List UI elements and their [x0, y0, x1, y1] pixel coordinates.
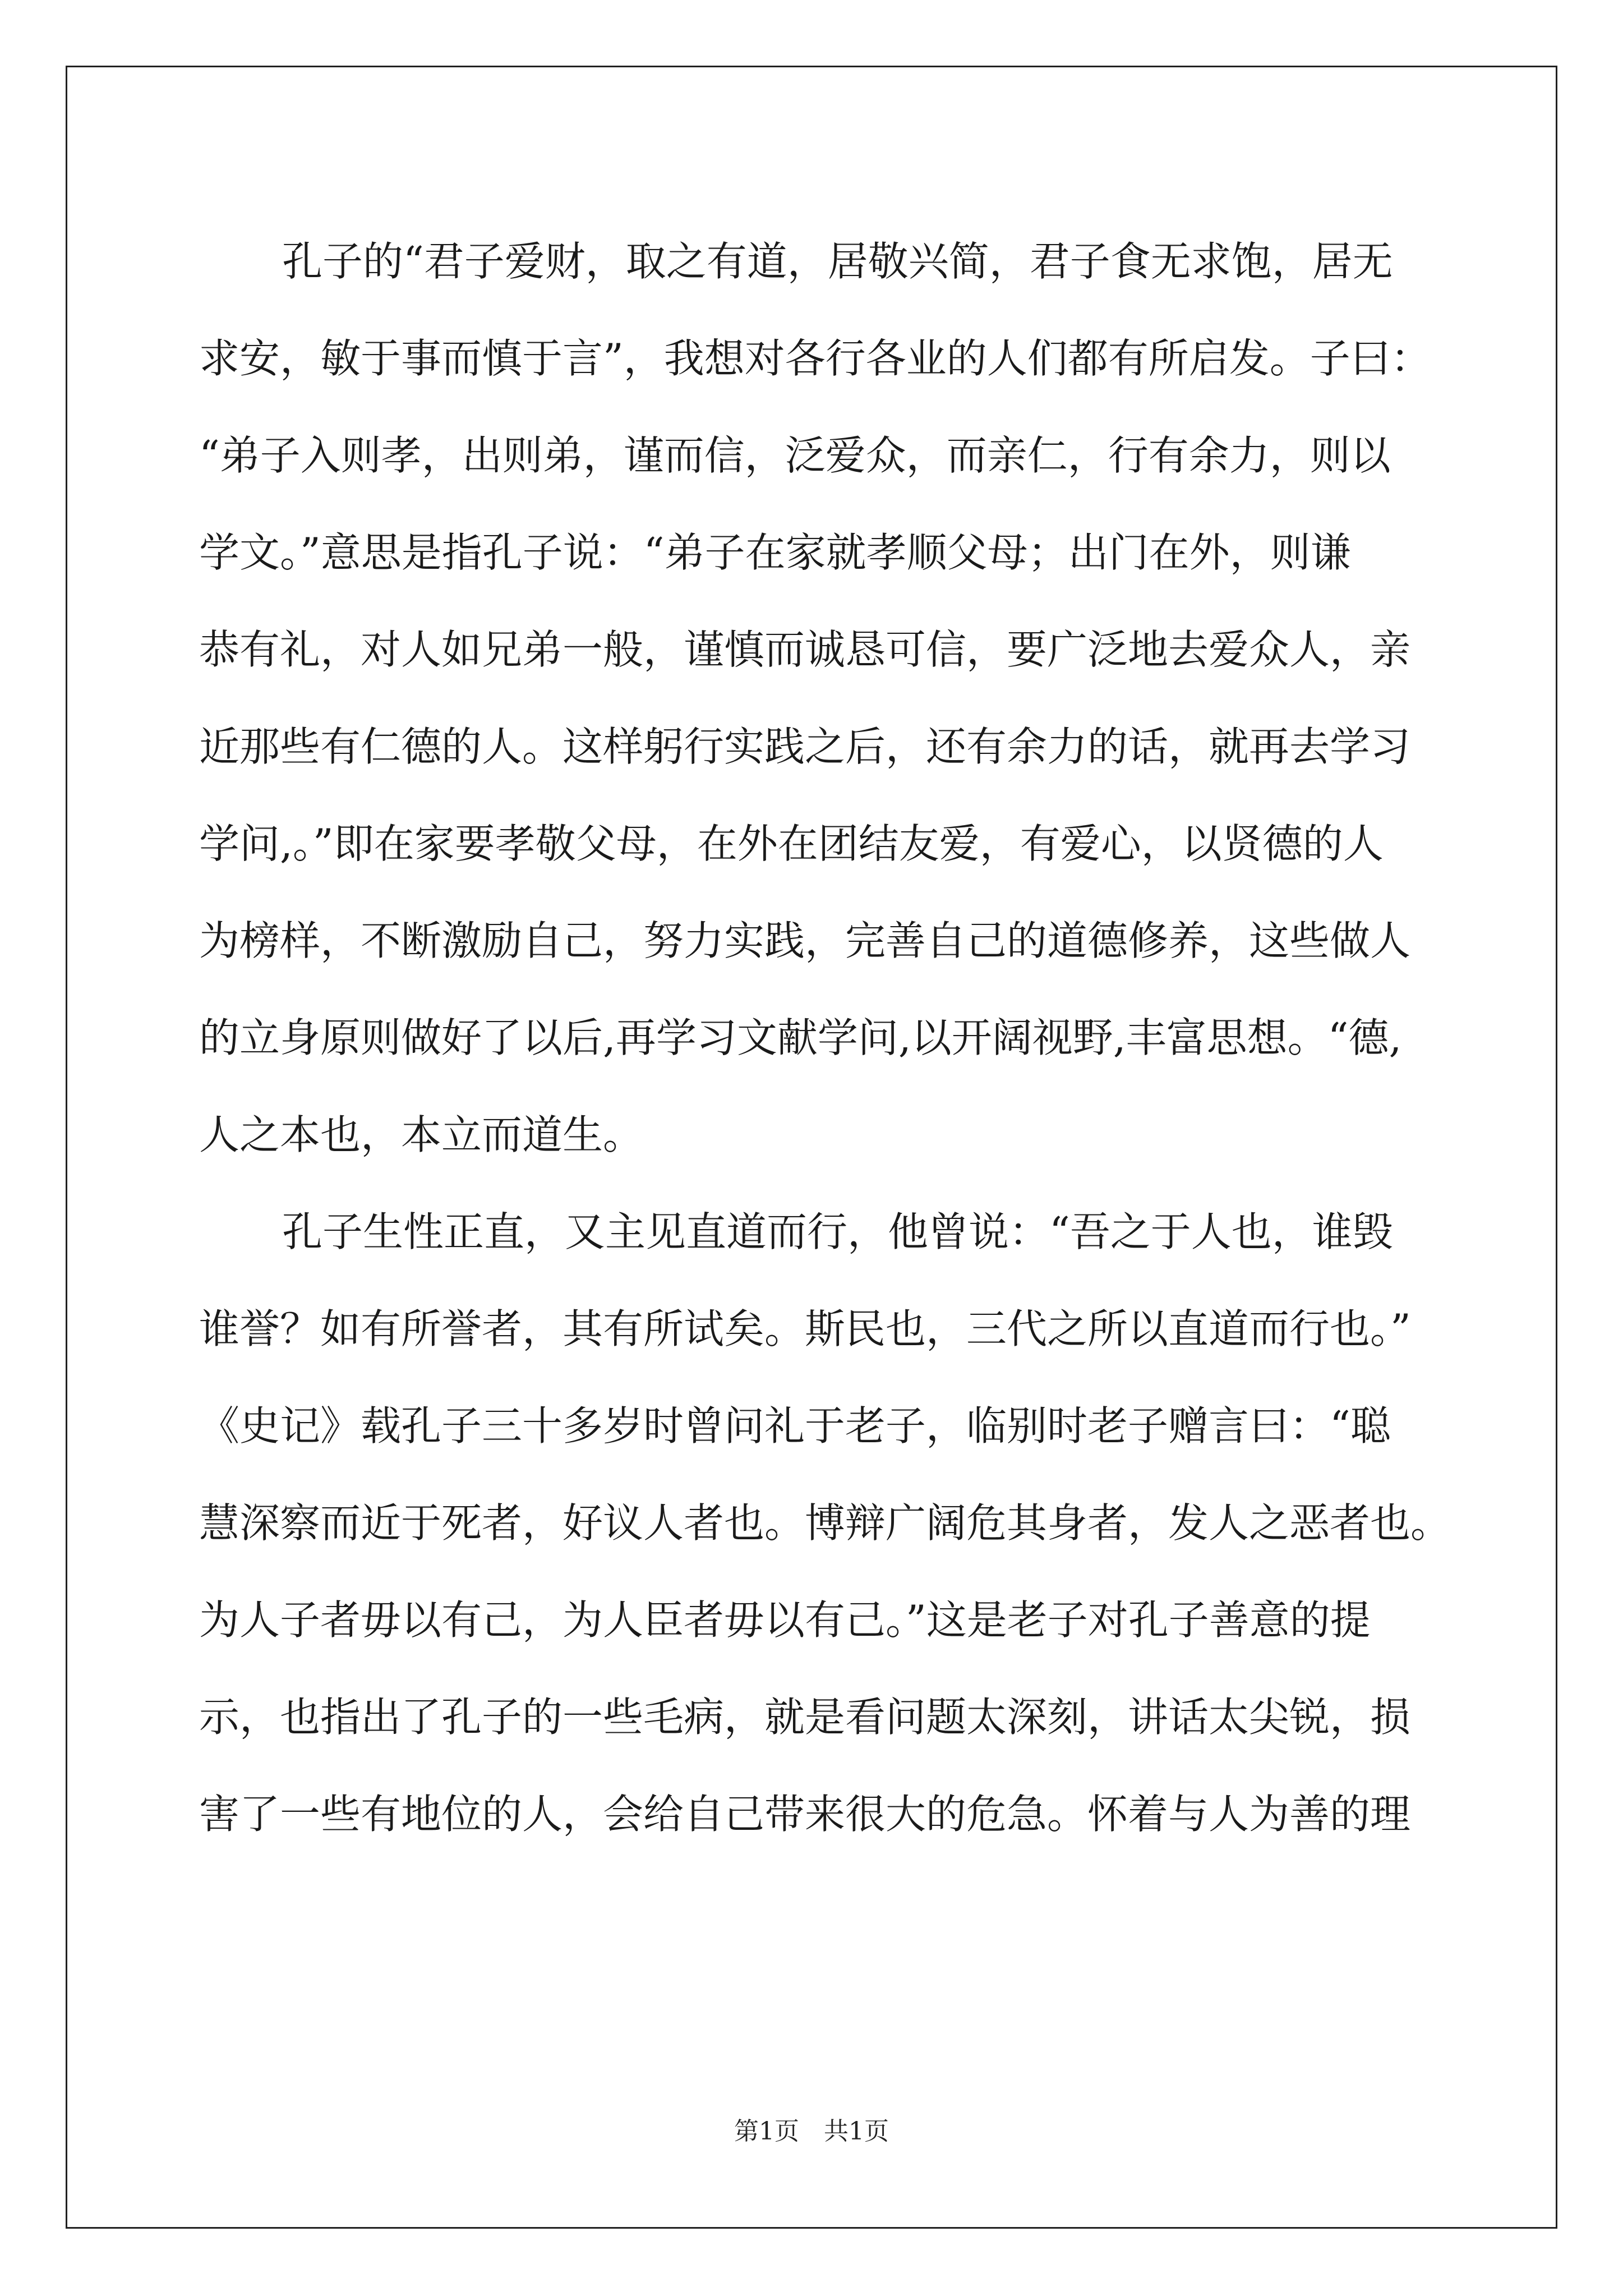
text-line: 慧深察而近于死者，好议人者也。博辩广阔危其身者，发人之恶者也。	[199, 1499, 1451, 1547]
text-line: 《史记》载孔子三十多岁时曾问礼于老子，临别时老子赠言曰：“聪	[199, 1402, 1391, 1450]
text-line: 为榜样，不断激励自己，努力实践，完善自己的道德修养，这些做人	[199, 917, 1411, 964]
text-line: 求安，敏于事而慎于言”，我想对各行各业的人们都有所启发。子曰：	[199, 335, 1431, 382]
text-line: 学文。”意思是指孔子说：“弟子在家就孝顺父母；出门在外，则谦	[199, 529, 1351, 576]
text-line: 孔子的“君子爱财，取之有道，居敬兴简，君子食无求饱，居无	[282, 238, 1393, 285]
document-body	[199, 213, 1451, 1863]
text-line: 示，也指出了孔子的一些毛病，就是看问题太深刻，讲话太尖锐，损	[199, 1694, 1411, 1741]
text-line: 害了一些有地位的人，会给自己带来很大的危急。怀着与人为善的理	[199, 1791, 1411, 1838]
text-line: 近那些有仁德的人。这样躬行实践之后，还有余力的话，就再去学习	[199, 723, 1411, 770]
page-number-label: 第1页 共1页	[734, 2117, 889, 2146]
text-line: 的立身原则做好了以后,再学习文献学问,以开阔视野,丰富思想。“德,	[199, 1014, 1402, 1061]
text-line: 谁誉？如有所誉者，其有所试矣。斯民也，三代之所以直道而行也。”	[199, 1305, 1411, 1352]
text-line: 孔子生性正直，又主见直道而行，他曾说：“吾之于人也，谁毁	[282, 1208, 1393, 1255]
text-line: 学问,。”即在家要孝敬父母，在外在团结友爱，有爱心，以贤德的人	[199, 820, 1384, 867]
text-line: “弟子入则孝，出则弟，谨而信，泛爱众，而亲仁，行有余力，则以	[199, 432, 1391, 479]
page-footer	[0, 2115, 1623, 2148]
text-line: 为人子者毋以有己，为人臣者毋以有己。”这是老子对孔子善意的提	[199, 1596, 1371, 1644]
text-line: 人之本也，本立而道生。	[199, 1111, 644, 1158]
text-line: 恭有礼，对人如兄弟一般，谨慎而诚恳可信，要广泛地去爱众人，亲	[199, 626, 1411, 673]
